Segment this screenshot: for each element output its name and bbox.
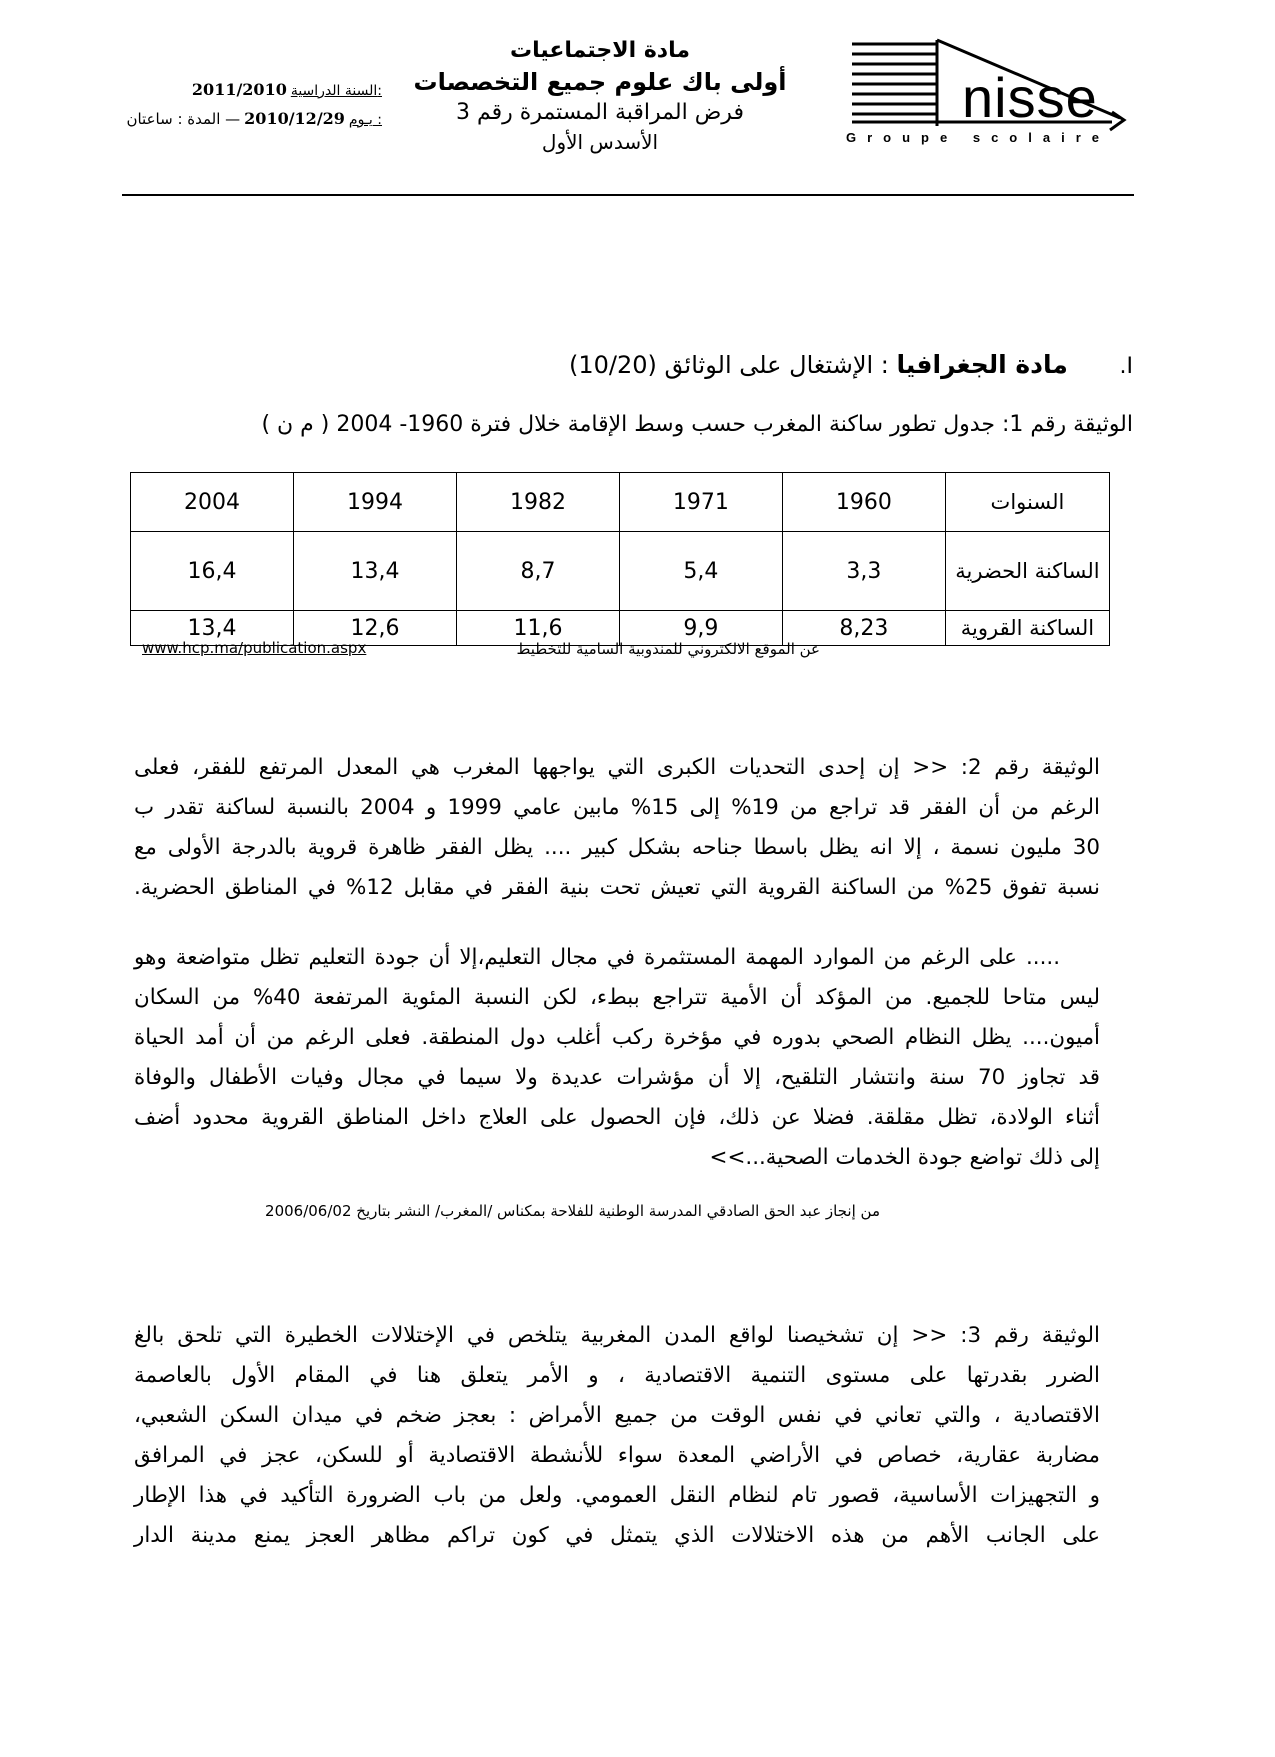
text-line: أميون.... يظل النظام الصحي بدوره في مؤخرة ركب أغلب دول المنطقة. فعلى الرغم من أن أمد الحياة — [134, 1025, 1100, 1050]
table-cell: 9,9 — [619, 611, 782, 646]
text-line: ..... على الرغم من الموارد المهمة المستثمرة في مجال التعليم،إلا أن جودة التعليم تظل متواضعة وهو — [134, 945, 1060, 970]
header-divider — [122, 194, 1134, 196]
table-cell: 1971 — [619, 473, 782, 532]
text-line: الرغم من أن الفقر قد تراجع من 19% إلى 15% مابين عامي 1999 و 2004 بالنسبة لساكنة تقدر ب — [134, 795, 1100, 820]
table-cell: 1994 — [294, 473, 457, 532]
section-title-rest: : الإشتغال على الوثائق (10/20) — [569, 351, 889, 379]
school-year-value: 2011/2010 — [191, 80, 287, 99]
text-line: الضرر بقدرتها على مستوى التنمية الاقتصادية ، و الأمر يتعلق هنا في المقام الأول بالعاصمة — [134, 1363, 1100, 1388]
section-subject: مادة الجغرافيا — [896, 350, 1068, 379]
text-line: الاقتصادية ، والتي تعاني في نفس الوقت من جميع الأمراض : بعجز ضخم في ميدان السكن الشعبي، — [134, 1403, 1100, 1428]
table-cell: 8,23 — [782, 611, 945, 646]
table-cell: 13,4 — [294, 532, 457, 611]
section-numeral: I. — [1119, 354, 1133, 379]
date-duration-row — [122, 109, 382, 128]
text-line: إلى ذلك تواضع جودة الخدمات الصحية...>> — [709, 1145, 1100, 1170]
school-year-row — [122, 80, 382, 99]
document-2-source: من إنجاز عبد الحق الصادقي المدرسة الوطنية للفلاحة بمكناس /المغرب/ النشر بتاريخ 2006/06/02 — [265, 1202, 880, 1220]
text-line: مضاربة عقارية، خصاص في الأراضي المعدة سواء للأنشطة الاقتصادية أو للسكن، عجز في المرافق — [134, 1443, 1100, 1468]
text-line: الوثيقة رقم 2: << إن إحدى التحديات الكبرى التي يواجهها المغرب هي المعدل المرتفع للفقر، فعلى — [134, 755, 1100, 780]
exam-date: 2010/12/29 — [244, 109, 345, 128]
exam-title: فرض المراقبة المستمرة رقم 3 — [456, 100, 744, 125]
table-cell: 11,6 — [456, 611, 619, 646]
text-line: أثناء الولادة، تظل مقلقة. فضلا عن ذلك، فإن الحصول على العلاج داخل المناطق القروية محدود أضف — [134, 1105, 1100, 1130]
text-line: نسبة تفوق 25% من الساكنة القروية التي تعيش تحت بنية الفقر في مقابل 12% في المناطق الحضرية. — [134, 875, 1101, 900]
section-heading — [233, 350, 1133, 379]
exam-header — [400, 36, 800, 156]
text-line: قد تجاوز 70 سنة وانتشار التلقيح، إلا أن مؤشرات عديدة ولا سيما في مجال وفيات الأطفال والوفاة — [134, 1065, 1100, 1090]
table-row-urban — [131, 532, 1110, 611]
table-cell: 16,4 — [131, 532, 294, 611]
document-1-title: الوثيقة رقم 1: جدول تطور ساكنة المغرب حسب وسط الإقامة خلال فترة 1960- 2004 ( م ن ) — [261, 412, 1133, 437]
school-year-label: السنة الدراسية: — [290, 83, 382, 99]
text-line: ليس متاحا للجميع. من المؤكد أن الأمية تتراجع ببطء، لكن النسبة المئوية المرتفعة 40% من السكان — [134, 985, 1101, 1010]
table-cell: 12,6 — [294, 611, 457, 646]
table-cell: 3,3 — [782, 532, 945, 611]
table-cell: 2004 — [131, 473, 294, 532]
table-cell: 1960 — [782, 473, 945, 532]
table-cell: 13,4 — [131, 611, 294, 646]
subject-title: مادة الاجتماعيات — [510, 38, 690, 63]
level-title: أولى باك علوم جميع التخصصات — [413, 68, 787, 96]
day-label: يـوم : — [348, 112, 382, 128]
table-source-link: www.hcp.ma/publication.aspx — [142, 639, 367, 657]
logo-subtitle: Groupe scolaire — [846, 130, 1110, 145]
logo-wordmark: nisse — [962, 66, 1098, 129]
table-cell: 5,4 — [619, 532, 782, 611]
text-line: و التجهيزات الأساسية، قصور تام لنظام النقل العمومي. ولعل من باب الضرورة التأكيد في هذا الإطار — [134, 1483, 1100, 1508]
text-line: الوثيقة رقم 3: << إن تشخيصنا لواقع المدن المغربية يتلخص في الإختلالات الخطيرة التي تلحق بالغ — [134, 1323, 1100, 1348]
row-header-years: السنوات — [945, 473, 1109, 532]
table-row-years — [131, 473, 1110, 532]
semester-title: الأسدس الأول — [541, 130, 659, 154]
exam-meta — [122, 80, 382, 128]
row-header-urban: الساكنة الحضرية — [945, 532, 1109, 611]
document-2-paragraph-1 — [134, 748, 1100, 908]
document-2-paragraph-2 — [134, 938, 1100, 1178]
document-3-paragraph — [134, 1316, 1100, 1556]
population-table — [130, 472, 1110, 646]
text-line: 30 مليون نسمة ، إلا انه يظل باسطا جناحه بشكل كبير .... يظل الفقر ظاهرة قروية بالدرجة الأولى مع — [134, 835, 1100, 860]
table-cell: 1982 — [456, 473, 619, 532]
text-line: على الجانب الأهم من هذه الاختلالات الذي يتمثل في كون تراكم مظاهر العجز يمنع مدينة الدار — [134, 1523, 1100, 1548]
row-header-rural: الساكنة القروية — [945, 611, 1109, 646]
duration-text: — المدة : ساعتان — [126, 110, 241, 128]
table-source-text: عن الموقع الالكتروني للمندوبية السامية للتخطيط — [516, 640, 820, 658]
table-cell: 8,7 — [456, 532, 619, 611]
